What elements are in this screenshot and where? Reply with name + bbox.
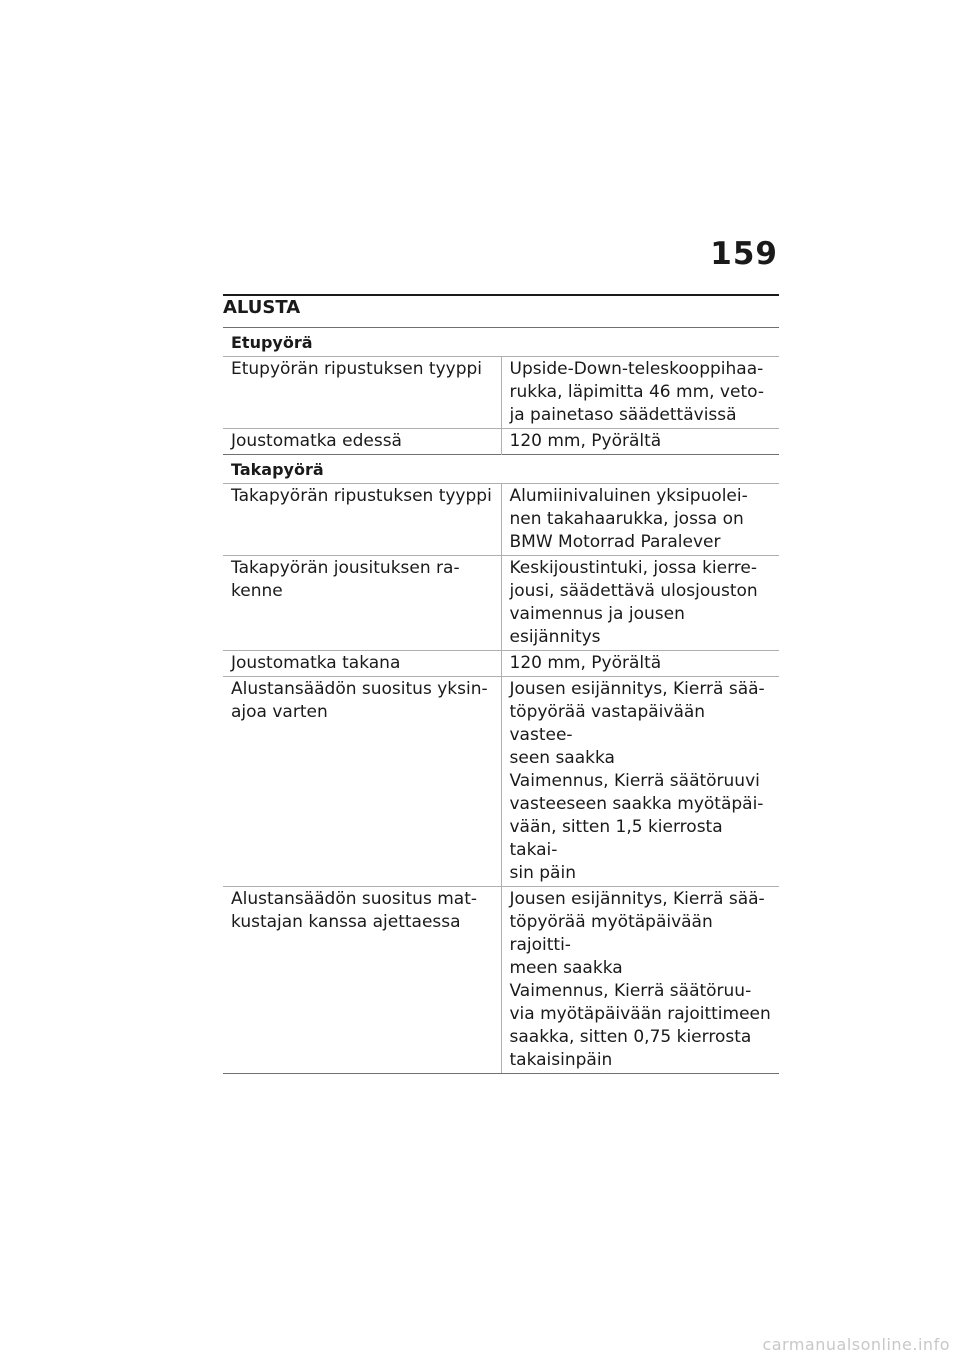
group-heading: Takapyörä xyxy=(223,455,779,484)
table-row xyxy=(223,357,779,429)
table-row xyxy=(223,651,779,677)
spec-label: Takapyörän jousituksen ra- kenne xyxy=(223,556,501,651)
table-row xyxy=(223,677,779,887)
group-heading-row xyxy=(223,455,779,484)
spec-label: Alustansäädön suositus yksin- ajoa varten xyxy=(223,677,501,887)
watermark: carmanualsonline.info xyxy=(762,1335,950,1354)
spec-label: Joustomatka edessä xyxy=(223,429,501,455)
spec-label: Joustomatka takana xyxy=(223,651,501,677)
table-row xyxy=(223,484,779,556)
spec-label: Etupyörän ripustuksen tyyppi xyxy=(223,357,501,429)
spec-table-wrapper xyxy=(223,327,779,1074)
page-number: 159 xyxy=(710,236,778,272)
section-divider xyxy=(223,294,779,296)
spec-value: Jousen esijännitys, Kierrä sää- töpyörää myötäpäivään rajoitti- meen saakka Vaimennus, Kierrä säätöruu- via myötäpäivään rajoittimeen saakka, sitten 0,75 kierrosta takaisinpäin xyxy=(501,887,779,1074)
group-heading-row xyxy=(223,328,779,357)
spec-value: 120 mm, Pyörältä xyxy=(501,651,779,677)
spec-label: Alustansäädön suositus mat- kustajan kanssa ajettaessa xyxy=(223,887,501,1074)
table-row xyxy=(223,429,779,455)
spec-value: Keskijoustintuki, jossa kierre- jousi, säädettävä ulosjouston vaimennus ja jousen esijännitys xyxy=(501,556,779,651)
table-row xyxy=(223,556,779,651)
spec-value: Upside-Down-teleskooppihaa- rukka, läpimitta 46 mm, veto- ja painetaso säädettävissä xyxy=(501,357,779,429)
spec-table xyxy=(223,327,779,1074)
table-row xyxy=(223,887,779,1074)
group-heading: Etupyörä xyxy=(223,328,779,357)
spec-value: Alumiinivaluinen yksipuolei- nen takahaarukka, jossa on BMW Motorrad Paralever xyxy=(501,484,779,556)
spec-label: Takapyörän ripustuksen tyyppi xyxy=(223,484,501,556)
spec-value: 120 mm, Pyörältä xyxy=(501,429,779,455)
section-title: ALUSTA xyxy=(223,297,301,318)
spec-value: Jousen esijännitys, Kierrä sää- töpyörää vastapäivään vastee- seen saakka Vaimennus, Kierrä säätöruuvi vasteeseen saakka myötäpäi- vään, sitten 1,5 kierrosta takai- sin päin xyxy=(501,677,779,887)
